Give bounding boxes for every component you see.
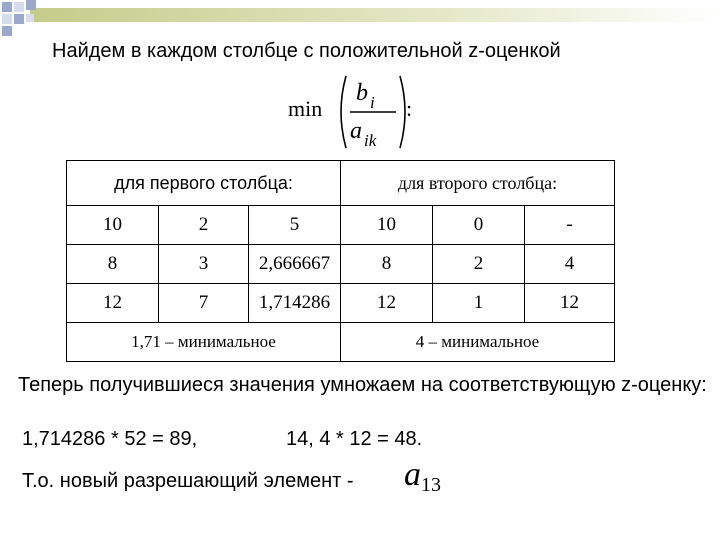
footer-first-minimum: 1,71 – минимальное (67, 323, 341, 362)
table-cell: 0 (433, 206, 525, 245)
table-row (67, 284, 615, 323)
decor-square (2, 2, 12, 12)
table-row (67, 206, 615, 245)
table-row (67, 245, 615, 284)
table-cell: 10 (67, 206, 159, 245)
header-second-column: для второго столбца: (341, 161, 615, 206)
table-cell: 2,666667 (249, 245, 341, 284)
table-cell: 4 (525, 245, 615, 284)
min-ratio-formula (286, 72, 426, 152)
table-cell: 2 (433, 245, 525, 284)
table-cell: 8 (341, 245, 433, 284)
table-cell: 1 (433, 284, 525, 323)
formula-min: min (288, 96, 323, 121)
table-header-row (67, 161, 615, 206)
table-cell: - (525, 206, 615, 245)
decor-square (26, 14, 34, 22)
formula-numerator-sub: i (370, 93, 375, 112)
table-footer-row (67, 323, 615, 362)
table-cell: 12 (341, 284, 433, 323)
decor-square (2, 14, 12, 24)
decor-bar (30, 8, 720, 22)
table-cell: 12 (67, 284, 159, 323)
decor-square (14, 2, 24, 12)
slide-heading: Найдем в каждом столбце с положительной z-оценкой (52, 40, 561, 62)
pivot-element-index: 13 (421, 474, 441, 496)
calculation-second: 14, 4 * 12 = 48. (286, 428, 423, 450)
header-first-column: для первого столбца: (67, 161, 341, 206)
explanation-paragraph: Теперь получившиеся значения умножаем на соответствующую z-оценку: (18, 374, 707, 396)
table-cell: 8 (67, 245, 159, 284)
decor-square (2, 26, 12, 36)
table-cell: 7 (159, 284, 249, 323)
table-cell: 10 (341, 206, 433, 245)
formula-right-paren (400, 76, 405, 148)
decor-square (14, 14, 24, 24)
pivot-element (404, 456, 441, 494)
table-cell: 12 (525, 284, 615, 323)
table-cell: 3 (159, 245, 249, 284)
table-cell: 5 (249, 206, 341, 245)
formula-numerator: b (356, 80, 368, 106)
conclusion-text: Т.о. новый разрешающий элемент - (22, 470, 354, 492)
footer-second-minimum: 4 – минимальное (341, 323, 615, 362)
formula-denominator-sub: ik (364, 131, 377, 150)
formula-denominator: a (350, 118, 362, 144)
pivot-element-base: a (404, 456, 421, 493)
title-decoration (0, 0, 720, 36)
table-cell: 1,714286 (249, 284, 341, 323)
formula-colon: : (406, 96, 413, 121)
calculation-first: 1,714286 * 52 = 89, (22, 428, 198, 450)
decor-square (26, 0, 36, 10)
table-cell: 2 (159, 206, 249, 245)
ratio-table (66, 160, 615, 362)
formula-left-paren (341, 76, 346, 148)
